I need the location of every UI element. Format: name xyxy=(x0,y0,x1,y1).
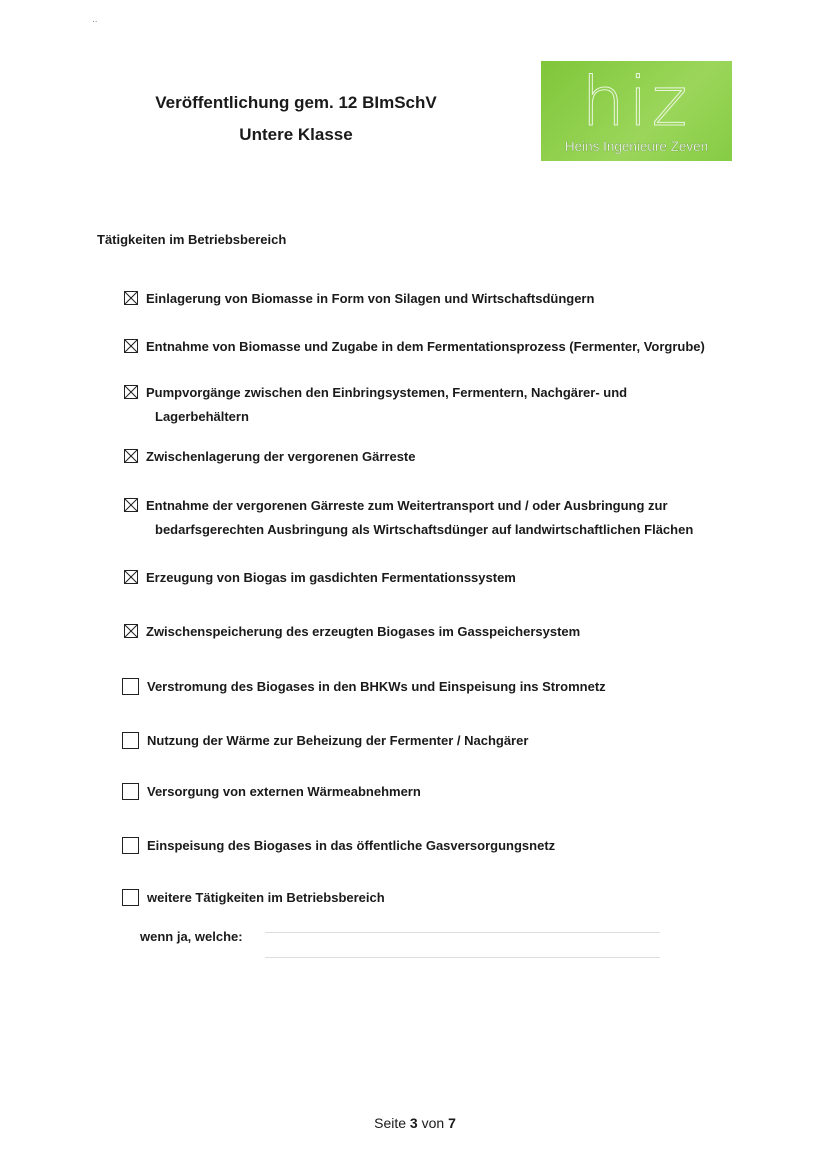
activity-label: Zwischenlagerung der vergorenen Gärreste xyxy=(146,449,416,464)
logo-letters: hiz xyxy=(581,63,692,142)
activity-label: Verstromung des Biogases in den BHKWs und Einspeisung ins Stromnetz xyxy=(147,679,606,694)
activity-label: Entnahme der vergorenen Gärreste zum Weitertransport und / oder Ausbringung zur xyxy=(146,498,668,513)
activity-item xyxy=(122,620,706,644)
company-logo xyxy=(541,61,732,161)
activity-item xyxy=(122,675,707,699)
checkbox-unchecked[interactable] xyxy=(122,889,139,906)
activity-item xyxy=(122,886,707,910)
activity-item xyxy=(122,287,706,311)
x-mark-icon xyxy=(125,450,137,462)
document-subtitle: Untere Klasse xyxy=(239,125,353,144)
activity-label: Pumpvorgänge zwischen den Einbringsystemen, Fermentern, Nachgärer- und xyxy=(146,385,628,400)
total-pages: 7 xyxy=(448,1115,456,1131)
activity-item xyxy=(122,335,706,359)
activity-label-continued: Lagerbehältern xyxy=(155,409,249,424)
checkbox-checked[interactable] xyxy=(124,498,138,512)
x-mark-icon xyxy=(125,292,137,304)
x-mark-icon xyxy=(125,340,137,352)
checkbox-unchecked[interactable] xyxy=(122,783,139,800)
current-page: 3 xyxy=(409,1115,418,1131)
checkbox-checked[interactable] xyxy=(124,339,138,353)
activity-item xyxy=(122,834,707,858)
other-activities-line-1[interactable] xyxy=(265,932,660,933)
scan-mark: .. xyxy=(92,14,98,25)
activity-label: Erzeugung von Biogas im gasdichten Fermentationssystem xyxy=(146,570,516,585)
checkbox-checked[interactable] xyxy=(124,624,138,638)
activity-item xyxy=(122,445,706,469)
x-mark-icon xyxy=(125,499,137,511)
checkbox-checked[interactable] xyxy=(124,291,138,305)
section-heading: Tätigkeiten im Betriebsbereich xyxy=(97,232,287,247)
logo-company-name: Heins Ingenieure Zeven xyxy=(564,139,709,154)
other-activities-line-2[interactable] xyxy=(265,957,660,958)
checkbox-checked[interactable] xyxy=(124,570,138,584)
activity-item xyxy=(122,566,706,590)
page-of-label: von xyxy=(421,1115,445,1131)
activity-label: Versorgung von externen Wärmeabnehmern xyxy=(147,784,421,799)
activity-label: Einlagerung von Biomasse in Form von Silagen und Wirtschaftsdüngern xyxy=(146,291,595,306)
checkbox-unchecked[interactable] xyxy=(122,678,139,695)
activity-label: Einspeisung des Biogases in das öffentliche Gasversorgungsnetz xyxy=(147,838,556,853)
x-mark-icon xyxy=(125,386,137,398)
activity-item xyxy=(122,780,707,804)
checkbox-unchecked[interactable] xyxy=(122,732,139,749)
activity-item xyxy=(122,381,706,429)
checkbox-unchecked[interactable] xyxy=(122,837,139,854)
other-activities-label: wenn ja, welche: xyxy=(140,929,243,944)
activity-label: Zwischenspeicherung des erzeugten Biogases im Gasspeichersystem xyxy=(146,624,581,639)
checkbox-checked[interactable] xyxy=(124,385,138,399)
activity-label-continued: bedarfsgerechten Ausbringung als Wirtschaftsdünger auf landwirtschaftlichen Flächen xyxy=(155,522,694,537)
activity-item xyxy=(122,494,706,542)
checkbox-checked[interactable] xyxy=(124,449,138,463)
page-label: Seite xyxy=(374,1115,407,1131)
x-mark-icon xyxy=(125,625,137,637)
activity-label: weitere Tätigkeiten im Betriebsbereich xyxy=(147,890,385,905)
x-mark-icon xyxy=(125,571,137,583)
page-number xyxy=(0,1115,830,1131)
activity-item xyxy=(122,729,707,753)
activity-label: Nutzung der Wärme zur Beheizung der Fermenter / Nachgärer xyxy=(147,733,529,748)
activity-label: Entnahme von Biomasse und Zugabe in dem Fermentationsprozess (Fermenter, Vorgrube) xyxy=(146,339,705,354)
document-title: Veröffentlichung gem. 12 BImSchV xyxy=(155,93,437,112)
